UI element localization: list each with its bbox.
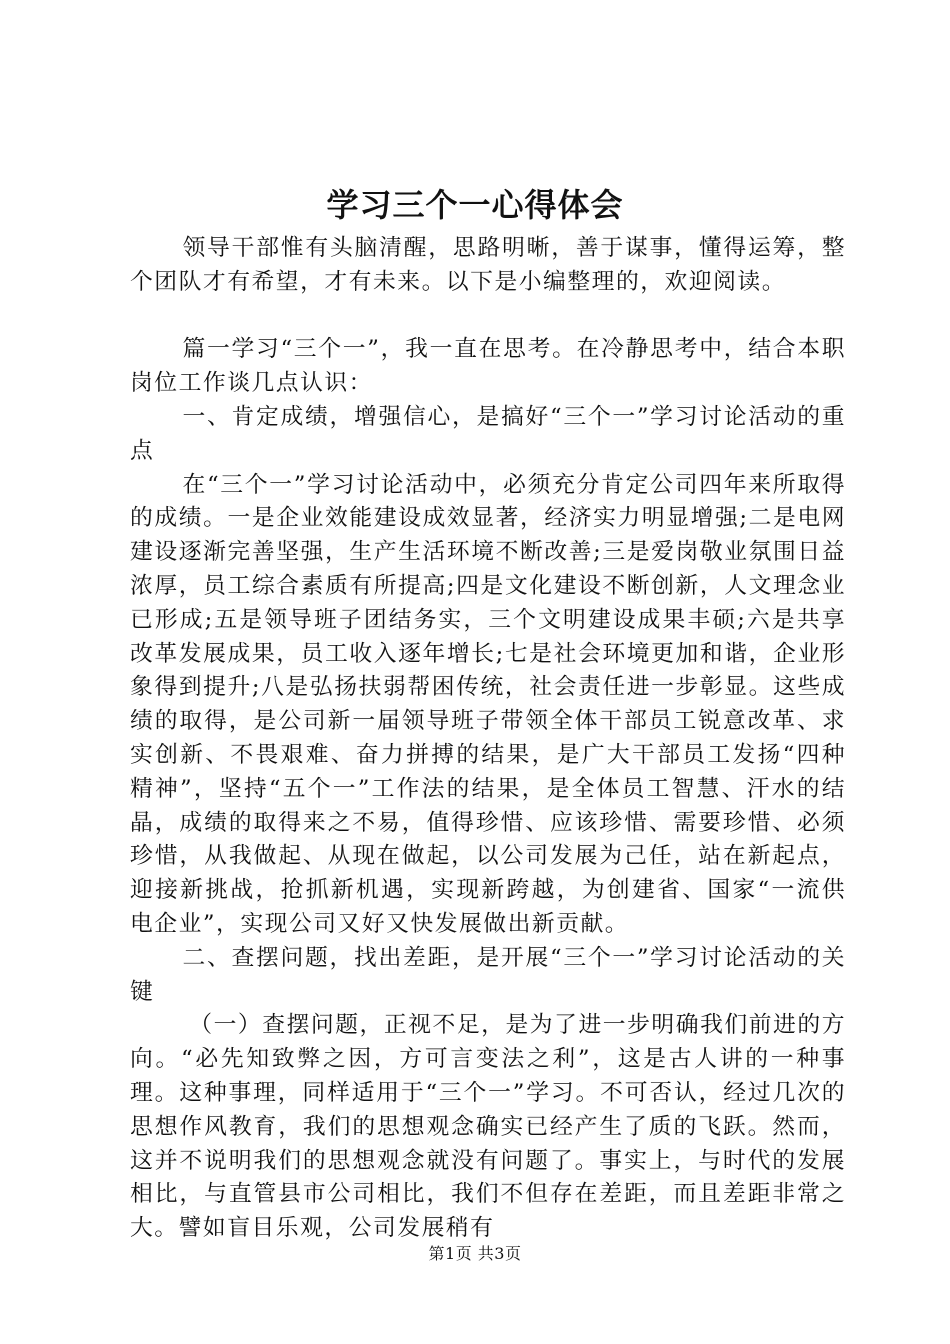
section-intro-paragraph: 篇一学习“三个一”，我一直在思考。在冷静思考中，结合本职岗位工作谈几点认识： bbox=[130, 336, 846, 397]
body-paragraph-continued: （一）查摆问题，正视不足，是为了进一步明确我们前进的方向。“必先知致弊之因，方可言变法之利”，这是古人讲的一种事理。这种事理，同样适用于“三个一”学习。不可否认，经过几次的思想作风教育，我们的思想观念确实已经产生了质的飞跃。然而，这并不说明我们的思想观念就没有问题了。事实上，与时代的发展相比，与直管县市公司相比，我们不但存在差距，而且差距非常之大。譬如盲目乐观，公司发展稍有 bbox=[130, 1012, 846, 1242]
page-number-footer: 第1页 共3页 bbox=[428, 1244, 522, 1263]
body-paragraph: 在“三个一”学习讨论活动中，必须充分肯定公司四年来所取得的成绩。一是企业效能建设成效显著，经济实力明显增强;二是电网建设逐渐完善坚强，生产生活环境不断改善;三是爱岗敬业氛围日益浓厚，员工综合素质有所提高;四是文化建设不断创新，人文理念业已形成;五是领导班子团结务实，三个文明建设成果丰硕;六是共享改革发展成果，员工收入逐年增长;七是社会环境更加和谐，企业形象得到提升;八是弘扬扶弱帮困传统，社会责任进一步彰显。这些成绩的取得，是公司新一届领导班子带领全体干部员工锐意改革、求实创新、不畏艰难、奋力拼搏的结果，是广大干部员工发扬“四种精神”，坚持“五个一”工作法的结果，是全体员工智慧、汗水的结晶，成绩的取得来之不易，值得珍惜、应该珍惜、需要珍惜、必须珍惜，从我做起、从现在做起，以公司发展为己任，站在新起点，迎接新挑战，抢抓新机遇，实现新跨越，为创建省、国家“一流供电企业”，实现公司又好又快发展做出新贡献。 bbox=[130, 471, 846, 937]
paragraph-spacer bbox=[130, 300, 846, 334]
document-body bbox=[130, 232, 846, 1246]
document-title: 学习三个一心得体会 bbox=[326, 186, 624, 224]
intro-paragraph: 领导干部惟有头脑清醒，思路明晰，善于谋事，懂得运筹，整个团队才有希望，才有未来。以下是小编整理的，欢迎阅读。 bbox=[130, 235, 846, 295]
section-heading-two: 二、查摆问题，找出差距，是开展“三个一”学习讨论活动的关键 bbox=[130, 944, 846, 1005]
section-heading-one: 一、肯定成绩，增强信心，是搞好“三个一”学习讨论活动的重点 bbox=[130, 403, 846, 464]
